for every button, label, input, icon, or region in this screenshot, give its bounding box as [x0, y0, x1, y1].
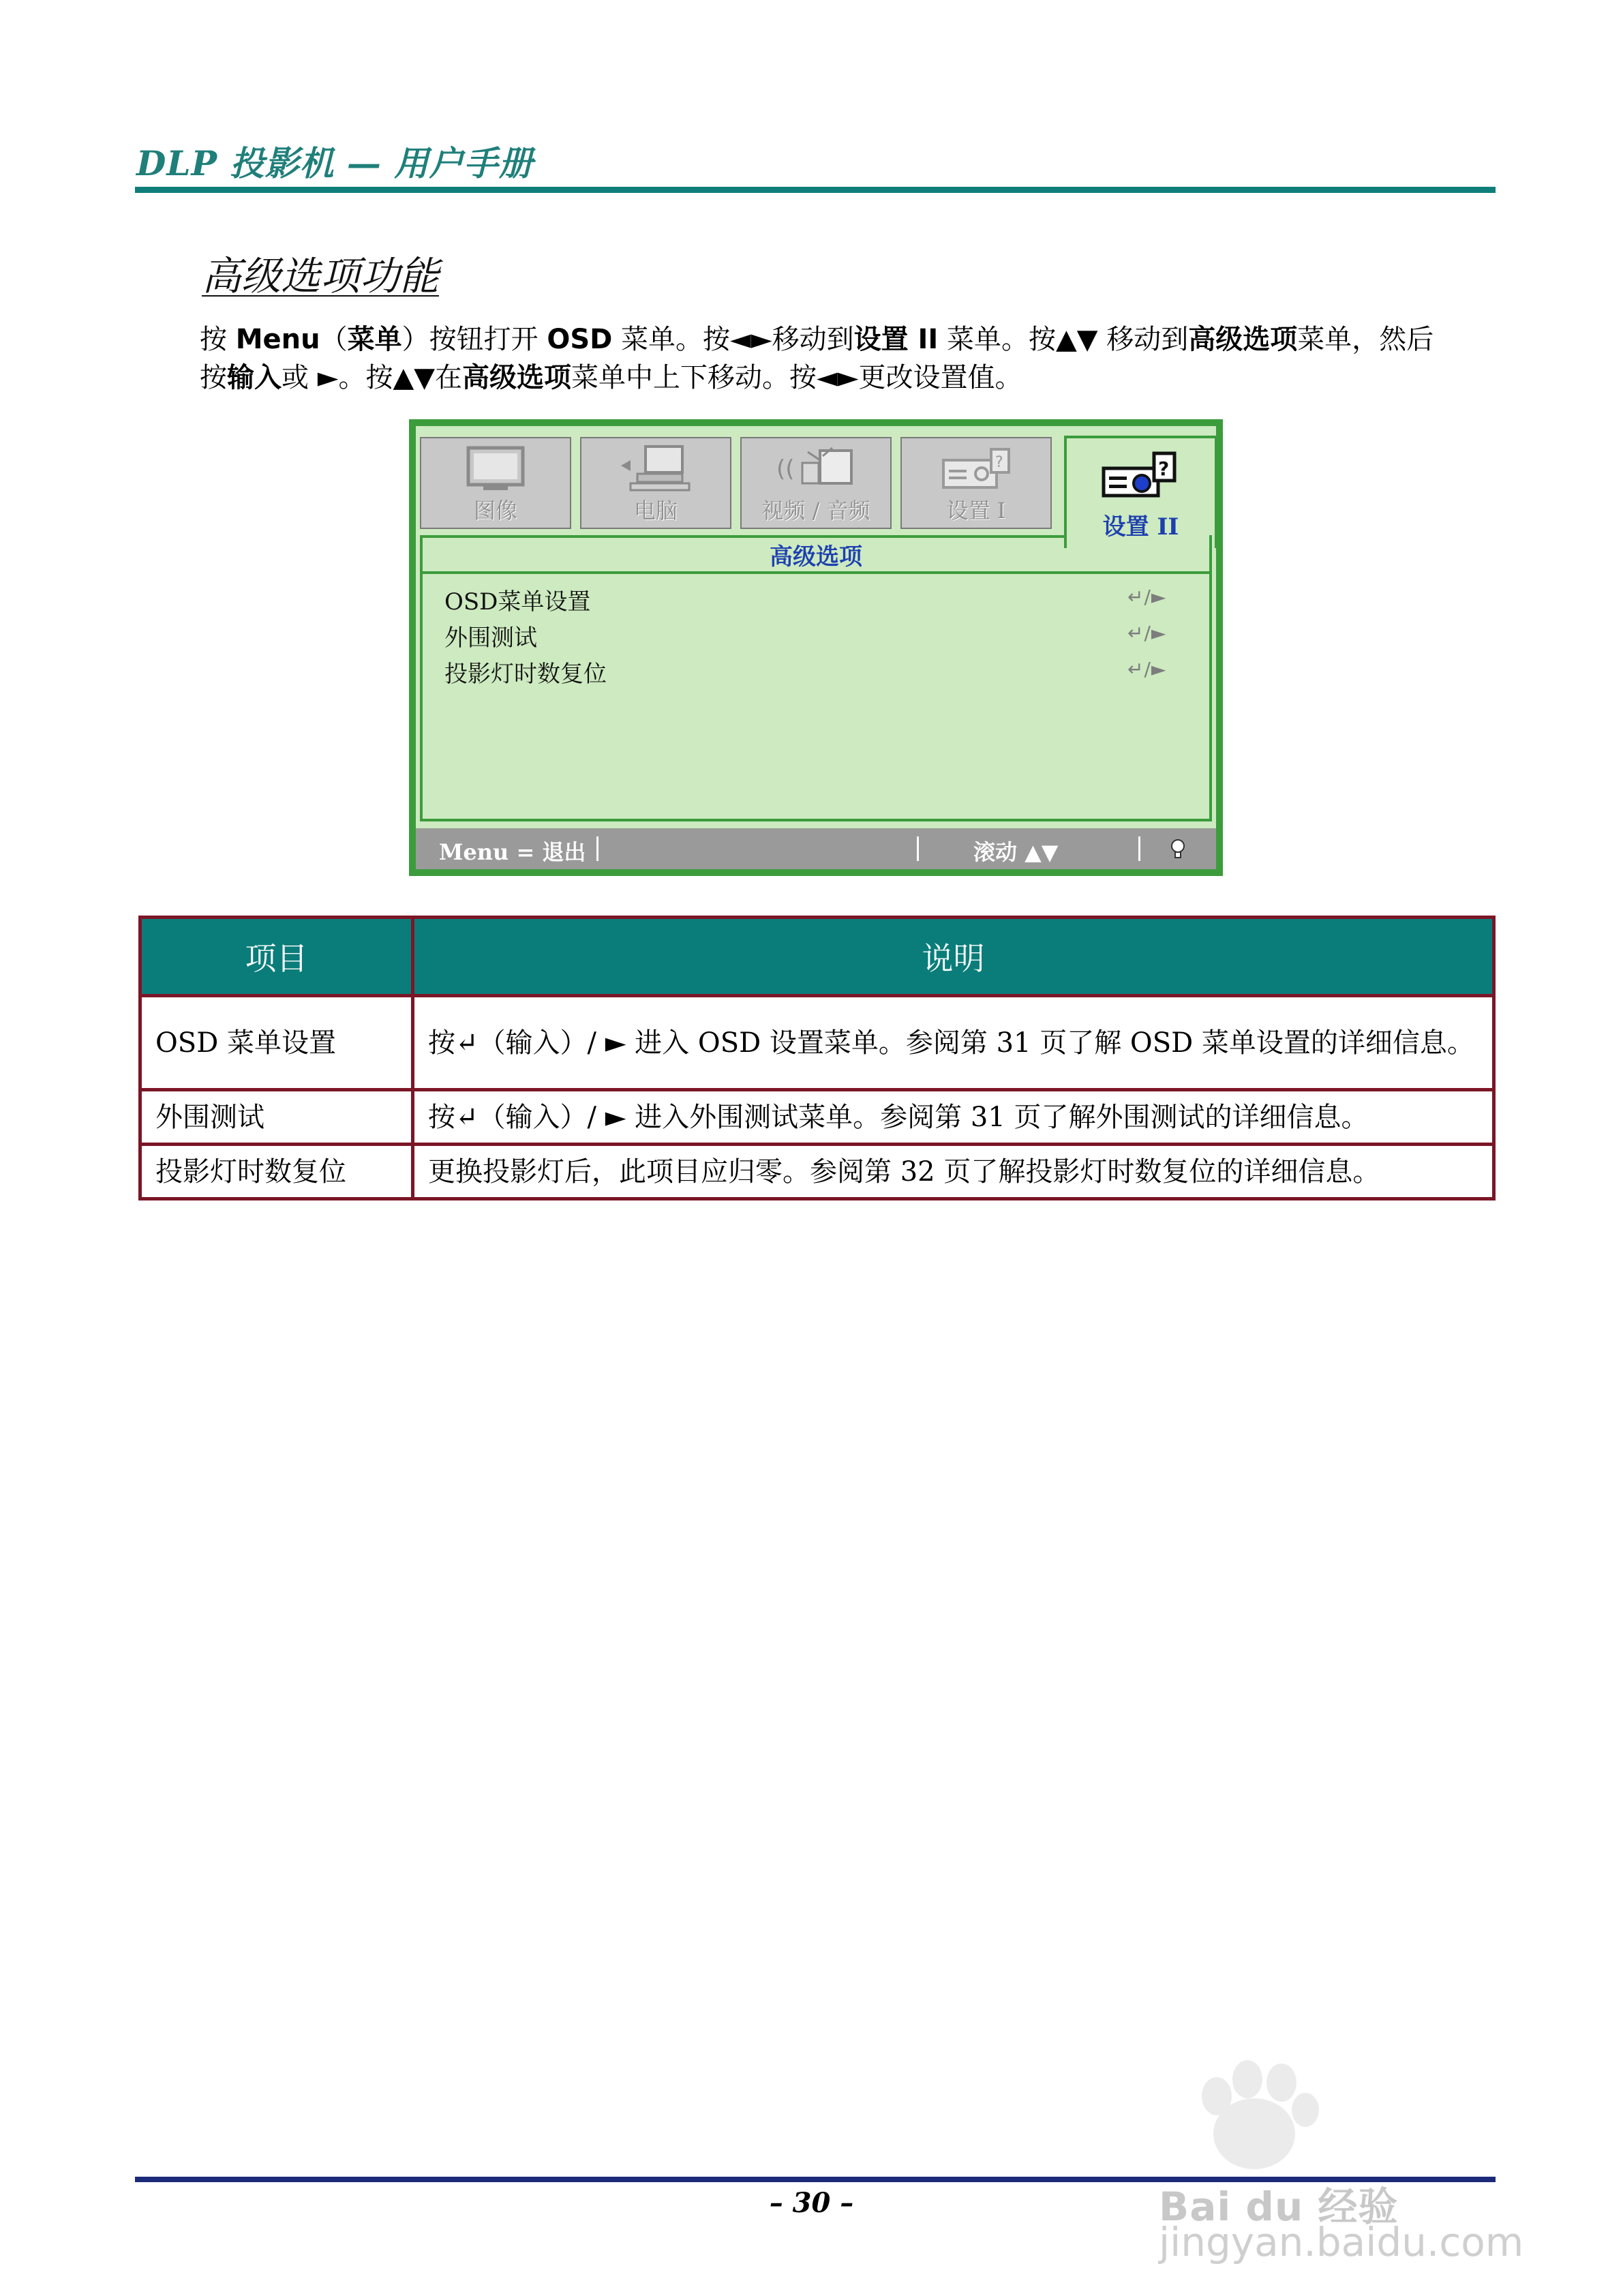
intro2-segment: 按 [200, 362, 227, 393]
table-header-row [140, 918, 1494, 996]
watermark-url: jingyan.baidu.com [1159, 2219, 1524, 2265]
intro1-segment: ）按钮打开 [401, 324, 547, 355]
tab-setup-2-label: 设置 II [1102, 513, 1179, 541]
svg-text:?: ? [1158, 457, 1170, 480]
intro2-segment: 输入 [227, 362, 282, 393]
intro1-segment: OSD [547, 324, 613, 355]
intro1-segment: 高级选项 [1188, 324, 1298, 355]
footer-exit-hint: Menu = 退出 [439, 839, 586, 865]
options-table [138, 916, 1496, 1200]
intro2-segment: 高级选项 [462, 362, 571, 393]
table-header-item: 项目 [140, 918, 413, 996]
tab-setup-1-label: 设置 I [946, 498, 1006, 524]
enter-arrow-icon: ↵/► [1127, 586, 1167, 608]
svg-text:((: (( [776, 455, 795, 483]
menu-item-peripheral-test[interactable]: 外围测试 [444, 624, 537, 652]
header-title: DLP 投影机 — 用户手册 [136, 143, 534, 183]
intro2-segment: 或 ►。按▲▼在 [282, 362, 462, 393]
intro1-segment: 设置 II [853, 324, 939, 355]
intro1-segment: 菜单。按◄►移动到 [612, 324, 854, 355]
tab-setup-2[interactable] [1064, 436, 1217, 548]
table-row [140, 1145, 1494, 1199]
projector-icon [937, 445, 1016, 494]
intro1-segment: 按 [200, 324, 236, 355]
intro1-segment: 菜单。按▲▼ 移动到 [938, 324, 1189, 355]
table-row [140, 1090, 1494, 1145]
footer-separator [917, 836, 919, 861]
tab-video-audio-label: 视频 / 音频 [761, 498, 870, 524]
page-number: – 30 – [769, 2187, 854, 2219]
table-cell-item: 外围测试 [140, 1090, 413, 1145]
lamp-icon [1170, 838, 1186, 861]
header-divider [135, 187, 1496, 193]
menu-item-lamp-reset[interactable]: 投影灯时数复位 [444, 661, 607, 688]
osd-footer [416, 828, 1216, 869]
tab-video-audio[interactable] [740, 437, 892, 529]
intro-line-1 [200, 320, 1434, 359]
table-row [140, 996, 1494, 1090]
intro1-segment: 菜单 [347, 324, 402, 355]
computer-icon [618, 445, 693, 494]
panel-title-divider [420, 571, 1212, 574]
intro-line-2 [200, 359, 1022, 397]
svg-text:?: ? [995, 454, 1003, 471]
video-audio-icon [775, 445, 857, 494]
footer-scroll-hint: 滚动 ▲▼ [973, 839, 1059, 865]
table-cell-item: 投影灯时数复位 [140, 1145, 413, 1199]
baidu-paw-logo [1152, 2059, 1329, 2181]
intro1-segment: Menu [235, 324, 320, 355]
intro2-segment: 菜单中上下移动。按◄►更改设置值。 [571, 362, 1022, 393]
table-cell-description: 按↵（输入）/ ► 进入 OSD 设置菜单。参阅第 31 页了解 OSD 菜单设置的详细信息。 [413, 996, 1494, 1090]
tab-setup-1[interactable] [900, 437, 1052, 529]
osd-menu-body [416, 426, 1216, 869]
menu-item-osd-settings[interactable]: OSD菜单设置 [444, 588, 591, 616]
monitor-icon [463, 445, 528, 493]
footer-separator [596, 836, 598, 861]
panel-title: 高级选项 [770, 543, 862, 571]
section-title: 高级选项功能 [202, 253, 440, 299]
intro1-segment: 菜单，然后 [1297, 324, 1434, 355]
tab-computer-label: 电脑 [633, 498, 678, 524]
enter-arrow-icon: ↵/► [1127, 658, 1167, 680]
intro1-segment: （ [320, 324, 348, 355]
table-cell-item: OSD 菜单设置 [140, 996, 413, 1090]
table-header-description: 说明 [413, 918, 1494, 996]
tab-image-label: 图像 [473, 498, 517, 524]
tab-image[interactable] [420, 437, 571, 529]
footer-separator [1138, 836, 1140, 861]
table-cell-description: 按↵（输入）/ ► 进入外围测试菜单。参阅第 31 页了解外围测试的详细信息。 [413, 1090, 1494, 1145]
enter-arrow-icon: ↵/► [1127, 622, 1167, 644]
table-cell-description: 更换投影灯后，此项目应归零。参阅第 32 页了解投影灯时数复位的详细信息。 [413, 1145, 1494, 1199]
watermark-brand: Bai du 经验 [1159, 2184, 1399, 2230]
osd-menu [409, 419, 1223, 876]
projector-question-icon [1099, 448, 1181, 502]
tab-computer[interactable] [580, 437, 731, 529]
